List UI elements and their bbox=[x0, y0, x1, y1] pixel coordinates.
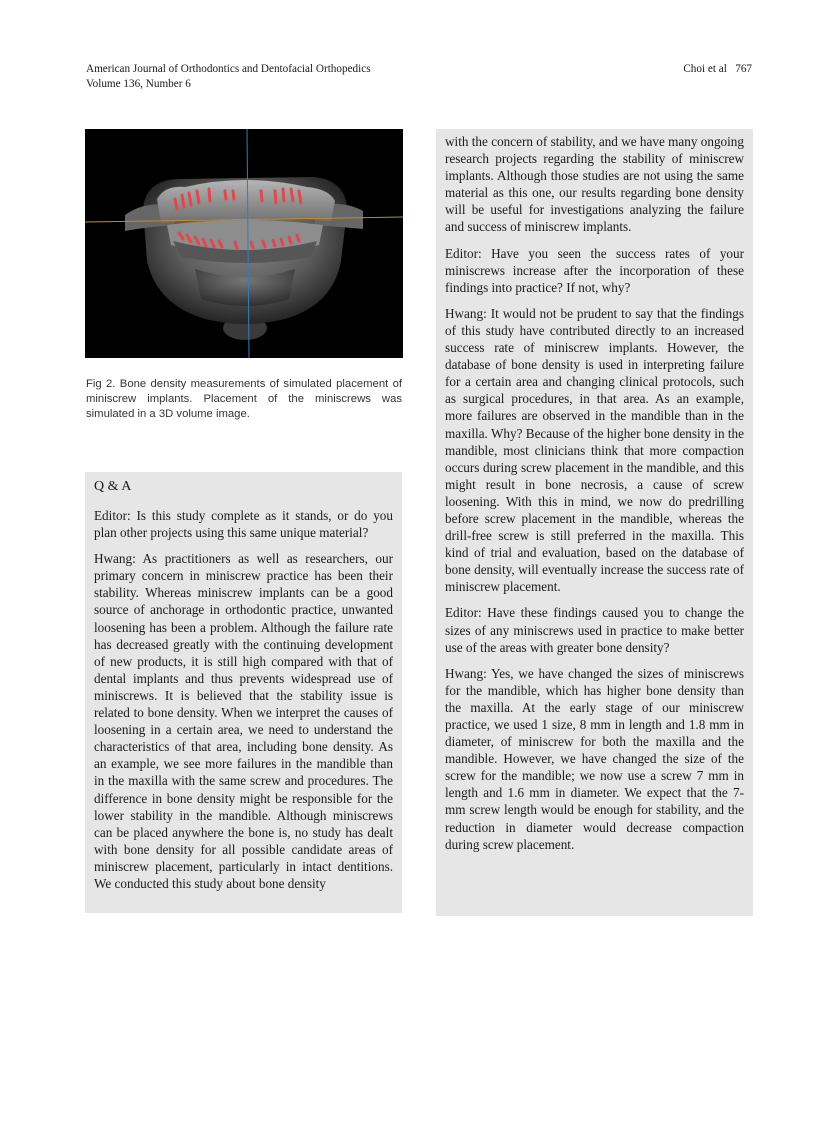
qa-box-left bbox=[85, 472, 402, 913]
page-number: 767 bbox=[735, 63, 752, 75]
qa-box-right bbox=[436, 129, 753, 916]
qa-paragraph: Hwang: It would not be prudent to say that the findings of this study have contributed directly to an increased success rate of miniscrew implants. However, the database of bone density is used in interpreting failure for a certain area and changing clinical protocols, such as surgical procedures, in that area. As an example, more failures are observed in the mandible than in the maxilla. Why? Because of the higher bone density in the mandible, most clinicians think that more compaction occurs during screw placement in the mandible, and this might result in bone necrosis, a cause of screw loosening. With this in mind, we now do predrilling before screw placement in the mandible, whereas the drill-free screw is still preferred in the maxilla. This kind of trial and evaluation, based on the database of bone density, will eventually increase the success rate of miniscrew placement. bbox=[445, 305, 744, 595]
journal-volume: Volume 136, Number 6 bbox=[86, 78, 191, 90]
jaw-volume-render bbox=[85, 129, 403, 358]
caption-text: Fig 2. Bone density measurements of simulated placement of miniscrew implants. Placement of the miniscrews was simulated in a 3D volume image. bbox=[86, 378, 402, 420]
qa-paragraph: with the concern of stability, and we have many ongoing research projects regarding the stability of miniscrew implants. Although those studies are not using the same material as this one, our results regarding bone density will be useful for investigations analyzing the failure and success of miniscrew implants. bbox=[445, 134, 744, 235]
qa-paragraph: Editor: Is this study complete as it stands, or do you plan other projects using this same unique material? bbox=[94, 508, 393, 541]
qa-paragraph: Hwang: Yes, we have changed the sizes of miniscrews for the mandible, which has higher bone density than the maxilla. At the early stage of our miniscrew practice, we used 1 size, 8 mm in length and 1.8 mm in diameter, of miniscrew for both the maxilla and the mandible. However, we have changed the size of the screw for the mandible; we now use a screw 7 mm in length and 1.6 mm in diameter. We expect that the 7-mm screw length would be enough for stability, and the reduction in diameter would decrease compaction during screw placement. bbox=[445, 665, 744, 852]
journal-title: American Journal of Orthodontics and Dentofacial Orthopedics bbox=[86, 63, 371, 75]
qa-paragraph: Editor: Have you seen the success rates of your miniscrews increase after the incorporation of these findings into practice? If not, why? bbox=[445, 245, 744, 295]
qa-heading: Q & A bbox=[94, 479, 132, 494]
author-running-head: Choi et al bbox=[683, 63, 727, 75]
qa-paragraph: Hwang: As practitioners as well as researchers, our primary concern in miniscrew practice has been their stability. Whereas miniscrew implants can be a good source of anchorage in orthodontic practice, unwanted loosening has been a problem. Although the failure rate has decreased greatly with the continuing development of new products, it is still high compared with that of dental implants and thus prevents widespread use of miniscrews. It is believed that the stability issue is related to bone density. When we interpret the causes of loosening in a certain area, we need to understand the characteristics of that area, including bone density. As an example, we see more failures in the mandible than in the maxilla with the same screw and procedures. The difference in bone density might be responsible for the lower stability in the mandible. Although miniscrews can be placed anywhere the bone is, no study has dealt with bone density for all possible candidate areas of miniscrew placement, particularly in intact dentitions. We conducted this study about bone density bbox=[94, 551, 393, 891]
qa-paragraph: Editor: Have these findings caused you to change the sizes of any miniscrews used in practice to make better use of the areas with greater bone density? bbox=[445, 605, 744, 655]
figure-caption bbox=[86, 377, 402, 422]
figure-3d-volume-image bbox=[85, 129, 403, 358]
page-info bbox=[683, 62, 752, 77]
journal-info bbox=[86, 62, 371, 92]
